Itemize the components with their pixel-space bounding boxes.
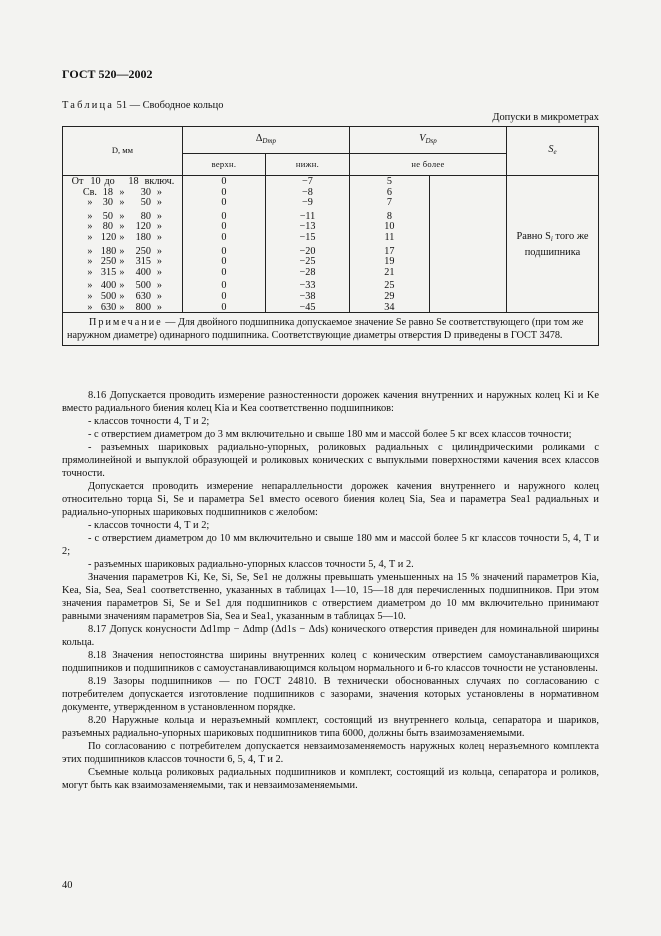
diameter-range: » 180 » 250 »	[87, 245, 162, 257]
paragraph: - разъемных шариковых радиально-упорных классов точности 5, 4, Т и 2.	[88, 559, 414, 570]
v-value: 25	[384, 280, 395, 292]
v-value: 5	[386, 176, 392, 187]
diameter-range: » 400 » 500 »	[87, 280, 162, 292]
lower-value: −7	[302, 176, 313, 187]
paragraph: Съемные кольца роликовых радиальных подшипников и комплект, состоящий из кольца, сепаратора и роликов, могут быть как взаимозаменяемыми, так и невзаимозаменяемыми.	[62, 767, 599, 791]
upper-value: 0	[221, 245, 227, 257]
paragraph: 8.19 Зазоры подшипников — по ГОСТ 24810. В технически обоснованных случаях по согласованию с потребителем допускается изготовление подшипников с зазорами, значения которых установлены в нормативном документе, утвержденном в установленном порядке.	[62, 676, 599, 713]
diameter-column	[63, 176, 183, 313]
table-note-row	[63, 313, 599, 346]
v-spacer-cell	[429, 176, 506, 313]
lower-value: −13	[299, 221, 316, 233]
paragraph: Допускается проводить измерение непараллельности дорожек качения внутреннего и наружного колец относительно торца Si, Se и параметра Se1 вместо осевого биения колец Sia, Sea и параметра Sea1 радиальных и радиально-упорных шариковых подшипников с желобом:	[62, 481, 599, 518]
paragraph: 8.17 Допуск конусности Δd1mp − Δdmp (Δd1s − Δds) конического отверстия приведен для номинальной ширины кольца.	[62, 624, 599, 648]
table-header-row	[63, 127, 599, 154]
page-number: 40	[62, 880, 73, 891]
col-header-v: $V_{Dsp}$	[350, 127, 507, 154]
table-body-row	[63, 176, 599, 313]
s-value-cell: Равно $S_i$ того же подшипника	[506, 176, 598, 313]
v-value: 34	[384, 301, 395, 313]
upper-value: 0	[221, 221, 227, 233]
lower-value: −15	[299, 231, 316, 243]
paragraph: 8.18 Значения непостоянства ширины внутренних колец с коническим отверстием самоустанавливающихся подшипников и подшипников с самоустанавливающимся кольцом нормального и 6-го классов точности не установлены.	[62, 650, 599, 674]
lower-value: −33	[299, 280, 316, 292]
tolerance-table	[62, 126, 599, 346]
diameter-range: » 120 » 180 »	[87, 231, 162, 243]
table-caption-text: 51 — Свободное кольцо	[114, 100, 224, 111]
v-value: 21	[384, 266, 395, 278]
upper-value: 0	[221, 301, 227, 313]
note-text: — Для двойного подшипника допускаемое значение Sе равно Sе соответствующего (при том же наружном диаметре) одинарного подшипника. Соответствующие диаметры отверстия D приведены в ГОСТ 3478.	[67, 317, 584, 342]
lower-value: −8	[302, 186, 313, 198]
paragraph: - разъемных шариковых радиально-упорных, роликовых радиальных с цилиндрическими роликами с прямолинейной и выпуклой образующей и роликовых конических с выпуклыми поверхностями качения всех классов точности.	[62, 442, 599, 479]
v-column	[350, 176, 430, 313]
diameter-range: Св. 18 » 30 »	[82, 186, 162, 198]
diameter-range: » 250 » 315 »	[87, 256, 162, 268]
upper-value: 0	[221, 186, 227, 198]
diameter-range: » 50 » 80 »	[87, 210, 162, 222]
table-units-note: Допуски в микрометрах	[492, 112, 599, 123]
table-note	[63, 313, 599, 346]
lower-value: −9	[302, 197, 313, 209]
upper-value: 0	[221, 210, 227, 222]
paragraph: Значения параметров Ki, Ke, Si, Se, Se1 не должны превышать уменьшенных на 15 % значений параметров Kia, Kea, Sia, Sea, Sea1 соответственно, указанных в таблицах 1—10, 15—18 для перечисленных подшипников. При этом значения параметров Si, Se и Se1 для подшипников с отверстием диаметром до 10 мм включительно принимают равными значениям параметров Sia, Sea и Sea1, указанным в таблицах 5—10.	[62, 572, 599, 622]
v-value: 19	[384, 256, 395, 268]
lower-column	[265, 176, 349, 313]
document-header: ГОСТ 520—2002	[62, 67, 153, 81]
diameter-range: » 30 » 50 »	[87, 197, 162, 209]
lower-value: −38	[299, 290, 316, 302]
col-header-s: $S_e$	[506, 127, 598, 176]
v-value: 10	[384, 221, 395, 233]
lower-value: −11	[299, 210, 316, 222]
upper-value: 0	[221, 176, 227, 187]
upper-value: 0	[221, 256, 227, 268]
upper-value: 0	[221, 280, 227, 292]
upper-column	[182, 176, 265, 313]
col-header-diameter: D, мм	[63, 127, 183, 176]
table-caption-label: Таблица	[62, 100, 115, 111]
paragraph: По согласованию с потребителем допускается невзаимозаменяемость наружных колец неразъемного комплекта этих подшипников классов точности 6, 5, 4, Т и 2.	[62, 741, 599, 765]
v-value: 29	[384, 290, 395, 302]
upper-value: 0	[221, 197, 227, 209]
v-value: 8	[386, 210, 392, 222]
paragraph: - классов точности 4, Т и 2;	[88, 520, 210, 531]
diameter-range: » 630 » 800 »	[87, 301, 162, 313]
paragraph: 8.16 Допускается проводить измерение разностенности дорожек качения внутренних и наружных колец Ki и Kе вместо радиального биения колец Kia и Kea соответственно подшипников:	[62, 390, 599, 414]
subheader-max: не более	[350, 154, 507, 176]
subheader-lower: нижн.	[265, 154, 349, 176]
lower-value: −28	[299, 266, 316, 278]
diameter-range: » 500 » 630 »	[87, 290, 162, 302]
v-value: 17	[384, 245, 395, 257]
lower-value: −25	[299, 256, 316, 268]
v-value: 6	[386, 186, 392, 198]
diameter-range: » 315 » 400 »	[87, 266, 162, 278]
upper-value: 0	[221, 231, 227, 243]
lower-value: −45	[299, 301, 316, 313]
note-label: Примечание	[89, 317, 163, 329]
diameter-range: От 10 до 18 включ.	[71, 176, 175, 187]
upper-value: 0	[221, 290, 227, 302]
v-value: 11	[384, 231, 395, 243]
paragraph: 8.20 Наружные кольца и неразъемный комплект, состоящий из внутреннего кольца, сепаратора и шариков, разъемных радиально-упорных шариковых подшипников типа 6000, должны быть взаимозаменяемыми.	[62, 715, 599, 739]
paragraph: - классов точности 4, Т и 2;	[88, 416, 210, 427]
table-caption	[62, 99, 223, 112]
body-text	[62, 389, 599, 792]
upper-value: 0	[221, 266, 227, 278]
col-header-delta: $\Delta_{Dmp}$	[182, 127, 349, 154]
subheader-upper: верхн.	[182, 154, 265, 176]
v-value: 7	[386, 197, 392, 209]
paragraph: - с отверстием диаметром до 10 мм включительно и свыше 180 мм и массой более 5 кг классов точности 5, 4, Т и 2;	[62, 533, 599, 557]
diameter-range: » 80 » 120 »	[87, 221, 162, 233]
lower-value: −20	[299, 245, 316, 257]
paragraph: - с отверстием диаметром до 3 мм включительно и свыше 180 мм и массой более 5 кг всех классов точности;	[88, 429, 572, 440]
